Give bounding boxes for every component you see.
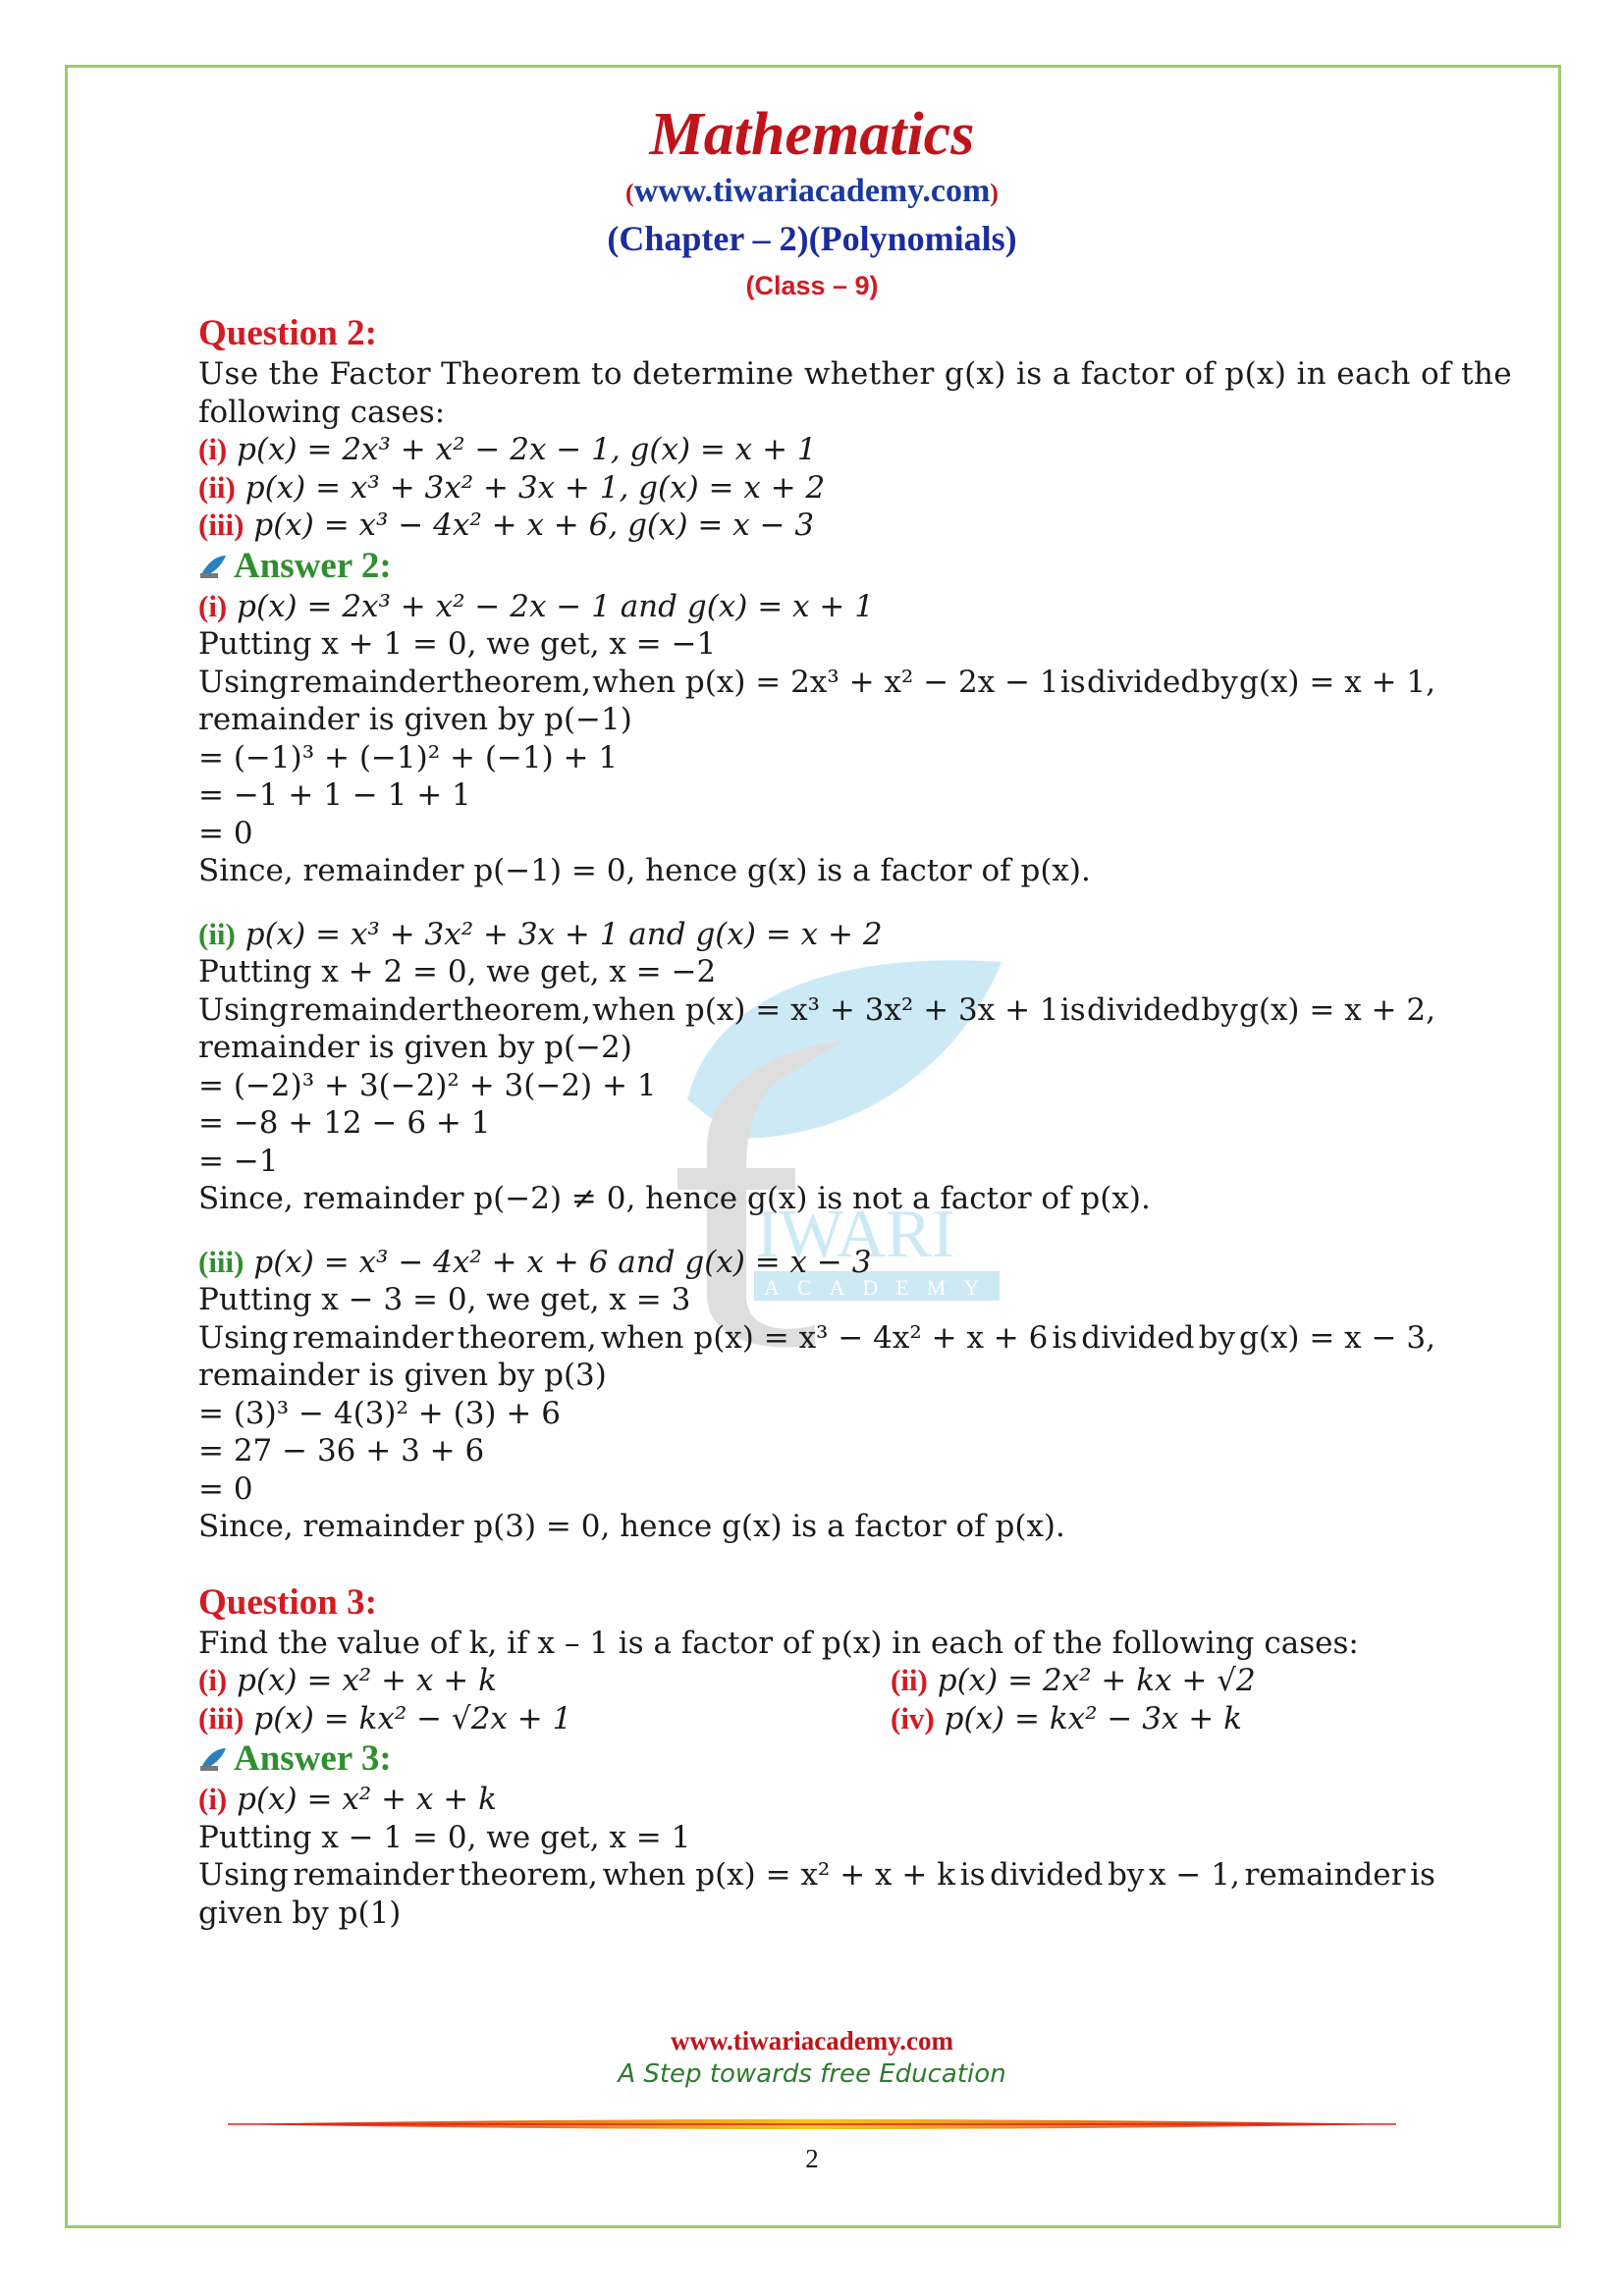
- main-content: [198, 312, 1512, 1932]
- calc-step: = (−1)³ + (−1)² + (−1) + 1: [198, 739, 619, 775]
- word: Using: [198, 1857, 289, 1893]
- part-label: (i): [198, 432, 228, 466]
- part-expression: p(x) = x³ + 3x² + 3x + 1, g(x) = x + 2: [244, 469, 826, 506]
- header-site[interactable]: [0, 173, 1624, 210]
- word: remainder: [290, 664, 451, 700]
- answer-3-i-remainder: given by p(1): [198, 1895, 402, 1931]
- answer-3-title-text: Answer 3:: [234, 1738, 392, 1779]
- word: theorem,: [459, 1857, 598, 1893]
- part-label: (i): [198, 1663, 228, 1697]
- word: divided: [990, 1857, 1104, 1893]
- answer-2-i-conclusion: Since, remainder p(−1) = 0, hence g(x) is a factor of p(x).: [198, 853, 1091, 888]
- part-expression: p(x) = x³ − 4x² + x + 6 and g(x) = x − 3: [253, 1244, 872, 1280]
- question-3-text: Find the value of k, if x – 1 is a factor of p(x) in each of the following cases:: [198, 1625, 1359, 1661]
- word: is: [1059, 664, 1086, 700]
- part-label: (ii): [891, 1663, 928, 1697]
- question-3-parts-row: [198, 1662, 1435, 1700]
- part-label: (i): [198, 1782, 228, 1816]
- question-3-parts-row: [198, 1700, 1435, 1738]
- calc-step: = −1: [198, 1143, 279, 1179]
- header-site-close: ): [990, 179, 999, 207]
- question-2-part: [198, 431, 1435, 469]
- question-3-part: [198, 1700, 891, 1738]
- answer-2-iii-putting: Putting x − 3 = 0, we get, x = 3: [198, 1282, 691, 1317]
- footer-site-link[interactable]: www.tiwariacademy.com: [671, 2026, 953, 2056]
- header-site-open: (: [625, 179, 634, 207]
- word: is: [1052, 1319, 1078, 1356]
- answer-2-title-text: Answer 2:: [234, 545, 392, 586]
- quill-icon: [198, 1746, 228, 1772]
- word: when p(x) = x³ + 3x² + 3x + 1: [592, 991, 1059, 1028]
- word: by: [1198, 1319, 1235, 1356]
- part-expression: p(x) = kx² − √2x + 1: [253, 1700, 572, 1736]
- word: by: [1108, 1857, 1145, 1893]
- spacer: [198, 890, 1435, 916]
- part-expression: p(x) = kx² − 3x + k: [944, 1700, 1242, 1736]
- word: is: [1059, 991, 1086, 1028]
- word: theorem,: [457, 1319, 597, 1356]
- watermark-text-bottom: ACADEMY: [764, 1275, 998, 1300]
- word: by: [1201, 991, 1238, 1028]
- word: remainder: [293, 1857, 455, 1893]
- watermark-text-top: IWARI: [756, 1197, 955, 1272]
- calc-step: = 0: [198, 1470, 253, 1507]
- answer-2-title: [198, 545, 1435, 588]
- question-2-text-line2: following cases:: [198, 394, 446, 430]
- question-2-part: [198, 507, 1435, 545]
- part-expression: p(x) = x³ + 3x² + 3x + 1 and g(x) = x + 2: [244, 916, 883, 952]
- part-label: (iii): [198, 1700, 244, 1735]
- question-3-part: [198, 1662, 891, 1700]
- word: g(x) = x + 1,: [1239, 664, 1435, 700]
- word: divided: [1086, 664, 1201, 700]
- question-2-text-line1: [198, 355, 1512, 394]
- part-label: (ii): [198, 916, 236, 951]
- part-expression: p(x) = x² + x + k: [237, 1782, 497, 1817]
- word: when p(x) = 2x³ + x² − 2x − 1: [592, 664, 1059, 700]
- part-expression: p(x) = 2x³ + x² − 2x − 1 and g(x) = x + 1: [237, 588, 874, 624]
- part-label: (ii): [198, 469, 236, 505]
- answer-2-ii-conclusion: Since, remainder p(−2) ≠ 0, hence g(x) is not a factor of p(x).: [198, 1181, 1151, 1216]
- calc-step: = 0: [198, 815, 253, 851]
- spacer: [198, 1546, 1435, 1581]
- answer-2-iii-conclusion: Since, remainder p(3) = 0, hence g(x) is a factor of p(x).: [198, 1509, 1065, 1544]
- answer-2-ii-given: [198, 916, 1435, 954]
- answer-2-iii-using: [198, 1319, 1435, 1358]
- part-label: (i): [198, 588, 228, 623]
- page-number: 2: [805, 2144, 819, 2173]
- part-label: (iii): [198, 507, 244, 542]
- part-expression: p(x) = 2x³ + x² − 2x − 1, g(x) = x + 1: [237, 432, 817, 467]
- answer-3-i-putting: Putting x − 1 = 0, we get, x = 1: [198, 1819, 691, 1855]
- word: when p(x) = x² + x + k: [602, 1857, 955, 1893]
- calc-step: = −1 + 1 − 1 + 1: [198, 777, 471, 813]
- word: remainder: [1244, 1857, 1406, 1893]
- question-3-title: Question 3:: [198, 1581, 377, 1623]
- word: divided: [1086, 991, 1201, 1028]
- part-label: (iii): [198, 1244, 244, 1279]
- calc-step: = (3)³ − 4(3)² + (3) + 6: [198, 1395, 561, 1431]
- part-label: (iv): [891, 1700, 935, 1735]
- question-3-part: [891, 1700, 1242, 1738]
- word: x − 1,: [1149, 1857, 1240, 1893]
- answer-2-i-remainder: remainder is given by p(−1): [198, 702, 632, 737]
- calc-step: = −8 + 12 − 6 + 1: [198, 1105, 491, 1141]
- answer-2-i-putting: Putting x + 1 = 0, we get, x = −1: [198, 626, 717, 662]
- answer-2-ii-using: [198, 991, 1435, 1030]
- word: divided: [1081, 1319, 1195, 1356]
- class-label: (Class – 9): [745, 271, 879, 300]
- chapter-title: (Chapter – 2)(Polynomials): [607, 219, 1017, 258]
- calc-step: = 27 − 36 + 3 + 6: [198, 1433, 485, 1468]
- part-expression: p(x) = x² + x + k: [237, 1663, 497, 1698]
- word: theorem,: [452, 664, 592, 700]
- word: g(x) = x + 2,: [1239, 991, 1435, 1028]
- answer-2-ii-putting: Putting x + 2 = 0, we get, x = −2: [198, 954, 717, 989]
- footer-tagline: A Step towards free Education: [618, 2059, 1006, 2089]
- spacer: [198, 1218, 1435, 1244]
- word: theorem,: [452, 991, 592, 1028]
- word: Using: [198, 664, 289, 700]
- footer-divider: [228, 2118, 1396, 2130]
- word: when p(x) = x³ − 4x² + x + 6: [600, 1319, 1049, 1356]
- quill-icon: [198, 554, 228, 579]
- word: remainder: [292, 1319, 454, 1356]
- word: remainder: [290, 991, 451, 1028]
- answer-2-i-given: [198, 588, 1435, 626]
- answer-3-i-given: [198, 1781, 1435, 1819]
- word: by: [1201, 664, 1238, 700]
- question-2-title: Question 2:: [198, 313, 377, 353]
- word: Using: [198, 991, 289, 1028]
- question-2-part: [198, 469, 1435, 507]
- part-expression: p(x) = x³ − 4x² + x + 6, g(x) = x − 3: [253, 507, 815, 543]
- answer-2-ii-remainder: remainder is given by p(−2): [198, 1030, 632, 1065]
- question-2-text: Use the Factor Theorem to determine whether g(x) is a factor of p(x) in each of the: [198, 356, 1512, 392]
- answer-3-i-using: [198, 1856, 1435, 1895]
- answer-2-i-using: [198, 664, 1435, 702]
- question-3-part: [891, 1662, 1256, 1700]
- calc-step: = (−2)³ + 3(−2)² + 3(−2) + 1: [198, 1067, 657, 1103]
- word: Using: [198, 1319, 289, 1356]
- word: g(x) = x − 3,: [1238, 1319, 1435, 1356]
- answer-3-title: [198, 1737, 1435, 1781]
- answer-2-iii-given: [198, 1244, 1435, 1282]
- word: is: [1410, 1857, 1435, 1893]
- page-title: Mathematics: [649, 101, 975, 168]
- header-site-link[interactable]: www.tiwariacademy.com: [633, 173, 991, 209]
- answer-2-iii-remainder: remainder is given by p(3): [198, 1358, 607, 1393]
- part-expression: p(x) = 2x² + kx + √2: [937, 1663, 1256, 1698]
- word: is: [959, 1857, 986, 1893]
